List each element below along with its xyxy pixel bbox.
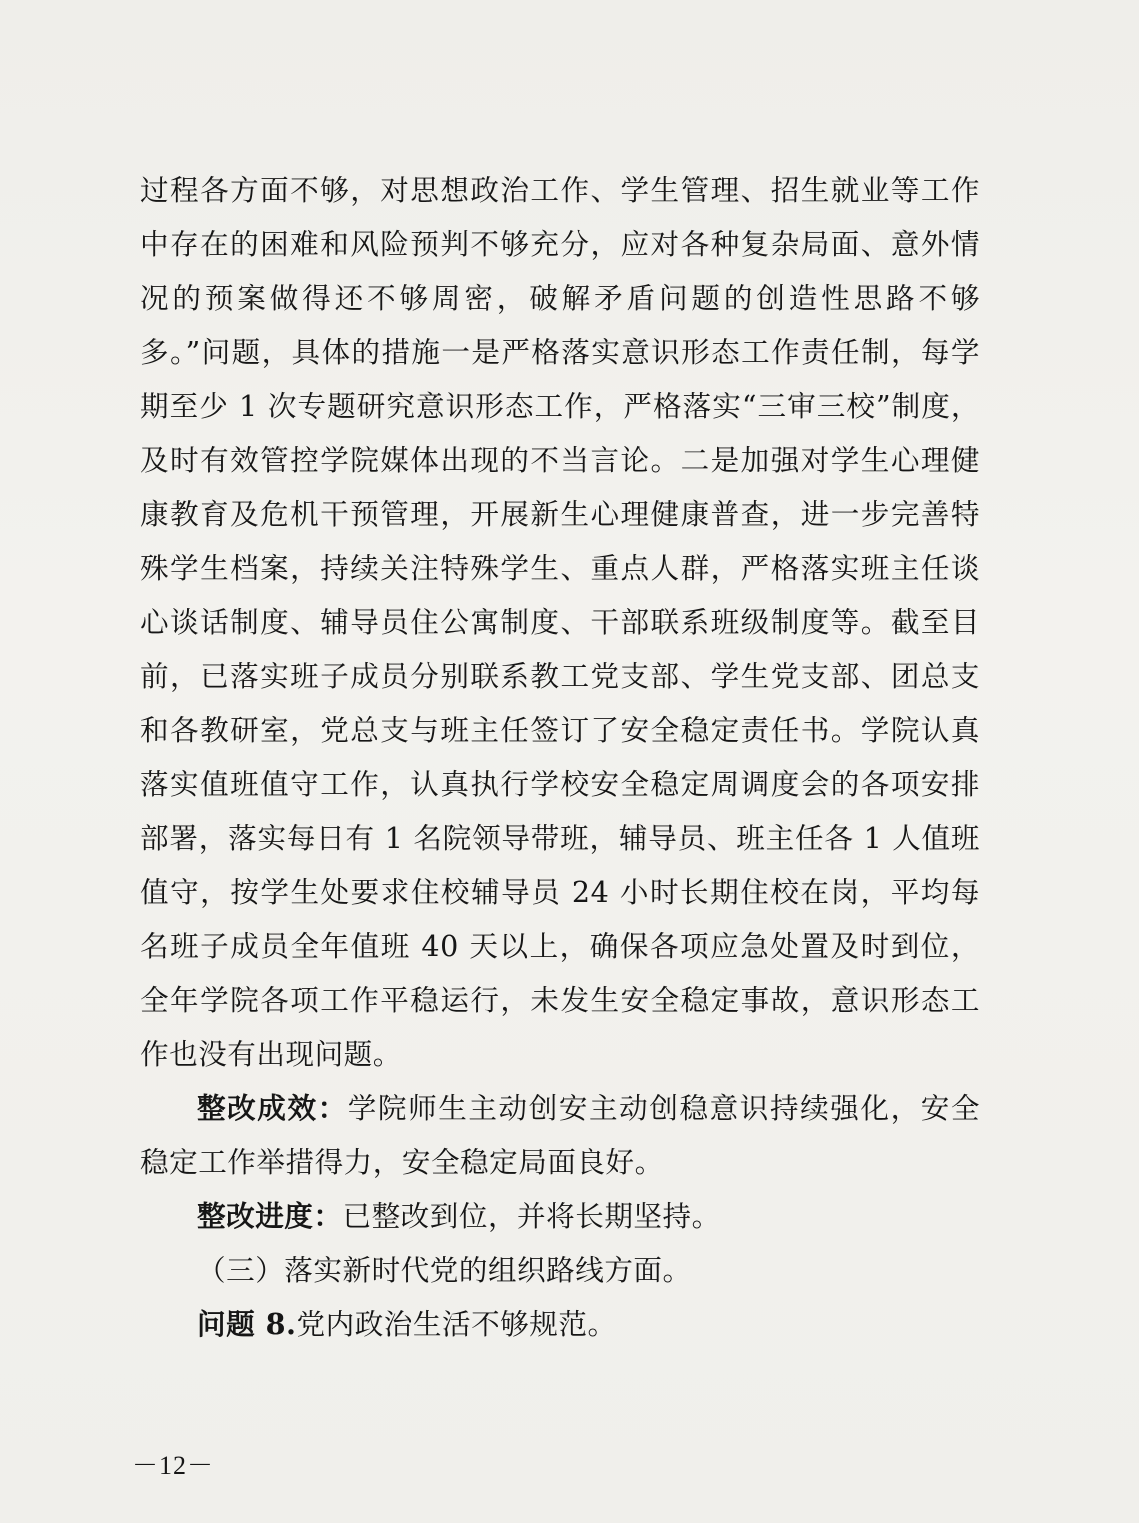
label-rectification-effect: 整改成效： xyxy=(197,1091,348,1125)
document-body xyxy=(140,163,980,1351)
paragraph-rectification-progress xyxy=(140,1189,980,1243)
text-rectification-effect: 学院师生主动创安主动创稳意识持续强化，安全稳定工作举措得力，安全稳定局面良好。 xyxy=(140,1091,980,1179)
paragraph-rectification-effect xyxy=(140,1081,980,1189)
label-rectification-progress: 整改进度： xyxy=(197,1199,343,1233)
page-number: －12－ xyxy=(132,1451,215,1480)
section-heading-organizational-line: （三）落实新时代党的组织路线方面。 xyxy=(197,1253,692,1287)
paragraph-problem-8 xyxy=(140,1297,980,1351)
label-problem-8: 问题 8. xyxy=(197,1307,297,1341)
text-problem-8: 党内政治生活不够规范。 xyxy=(296,1307,617,1341)
paragraph-rectification-measures: 过程各方面不够，对思想政治工作、学生管理、招生就业等工作中存在的困难和风险预判不够充分，应对各种复杂局面、意外情况的预案做得还不够周密，破解矛盾问题的创造性思路不够多。”问题，具体的措施一是严格落实意识形态工作责任制，每学期至少 1 次专题研究意识形态工作，严格落实“三审三校”制度，及时有效管控学院媒体出现的不当言论。二是加强对学生心理健康教育及危机干预管理，开展新生心理健康普查，进一步完善特殊学生档案，持续关注特殊学生、重点人群，严格落实班主任谈心谈话制度、辅导员住公寓制度、干部联系班级制度等。截至目前，已落实班子成员分别联系教工党支部、学生党支部、团总支和各教研室，党总支与班主任签订了安全稳定责任书。学院认真落实值班值守工作，认真执行学校安全稳定周调度会的各项安排部署，落实每日有 1 名院领导带班，辅导员、班主任各 1 人值班值守，按学生处要求住校辅导员 24 小时长期住校在岗，平均每名班子成员全年值班 40 天以上，确保各项应急处置及时到位，全年学院各项工作平稳运行，未发生安全稳定事故，意识形态工作也没有出现问题。 xyxy=(140,173,980,1071)
text-rectification-progress: 已整改到位，并将长期坚持。 xyxy=(342,1199,721,1233)
